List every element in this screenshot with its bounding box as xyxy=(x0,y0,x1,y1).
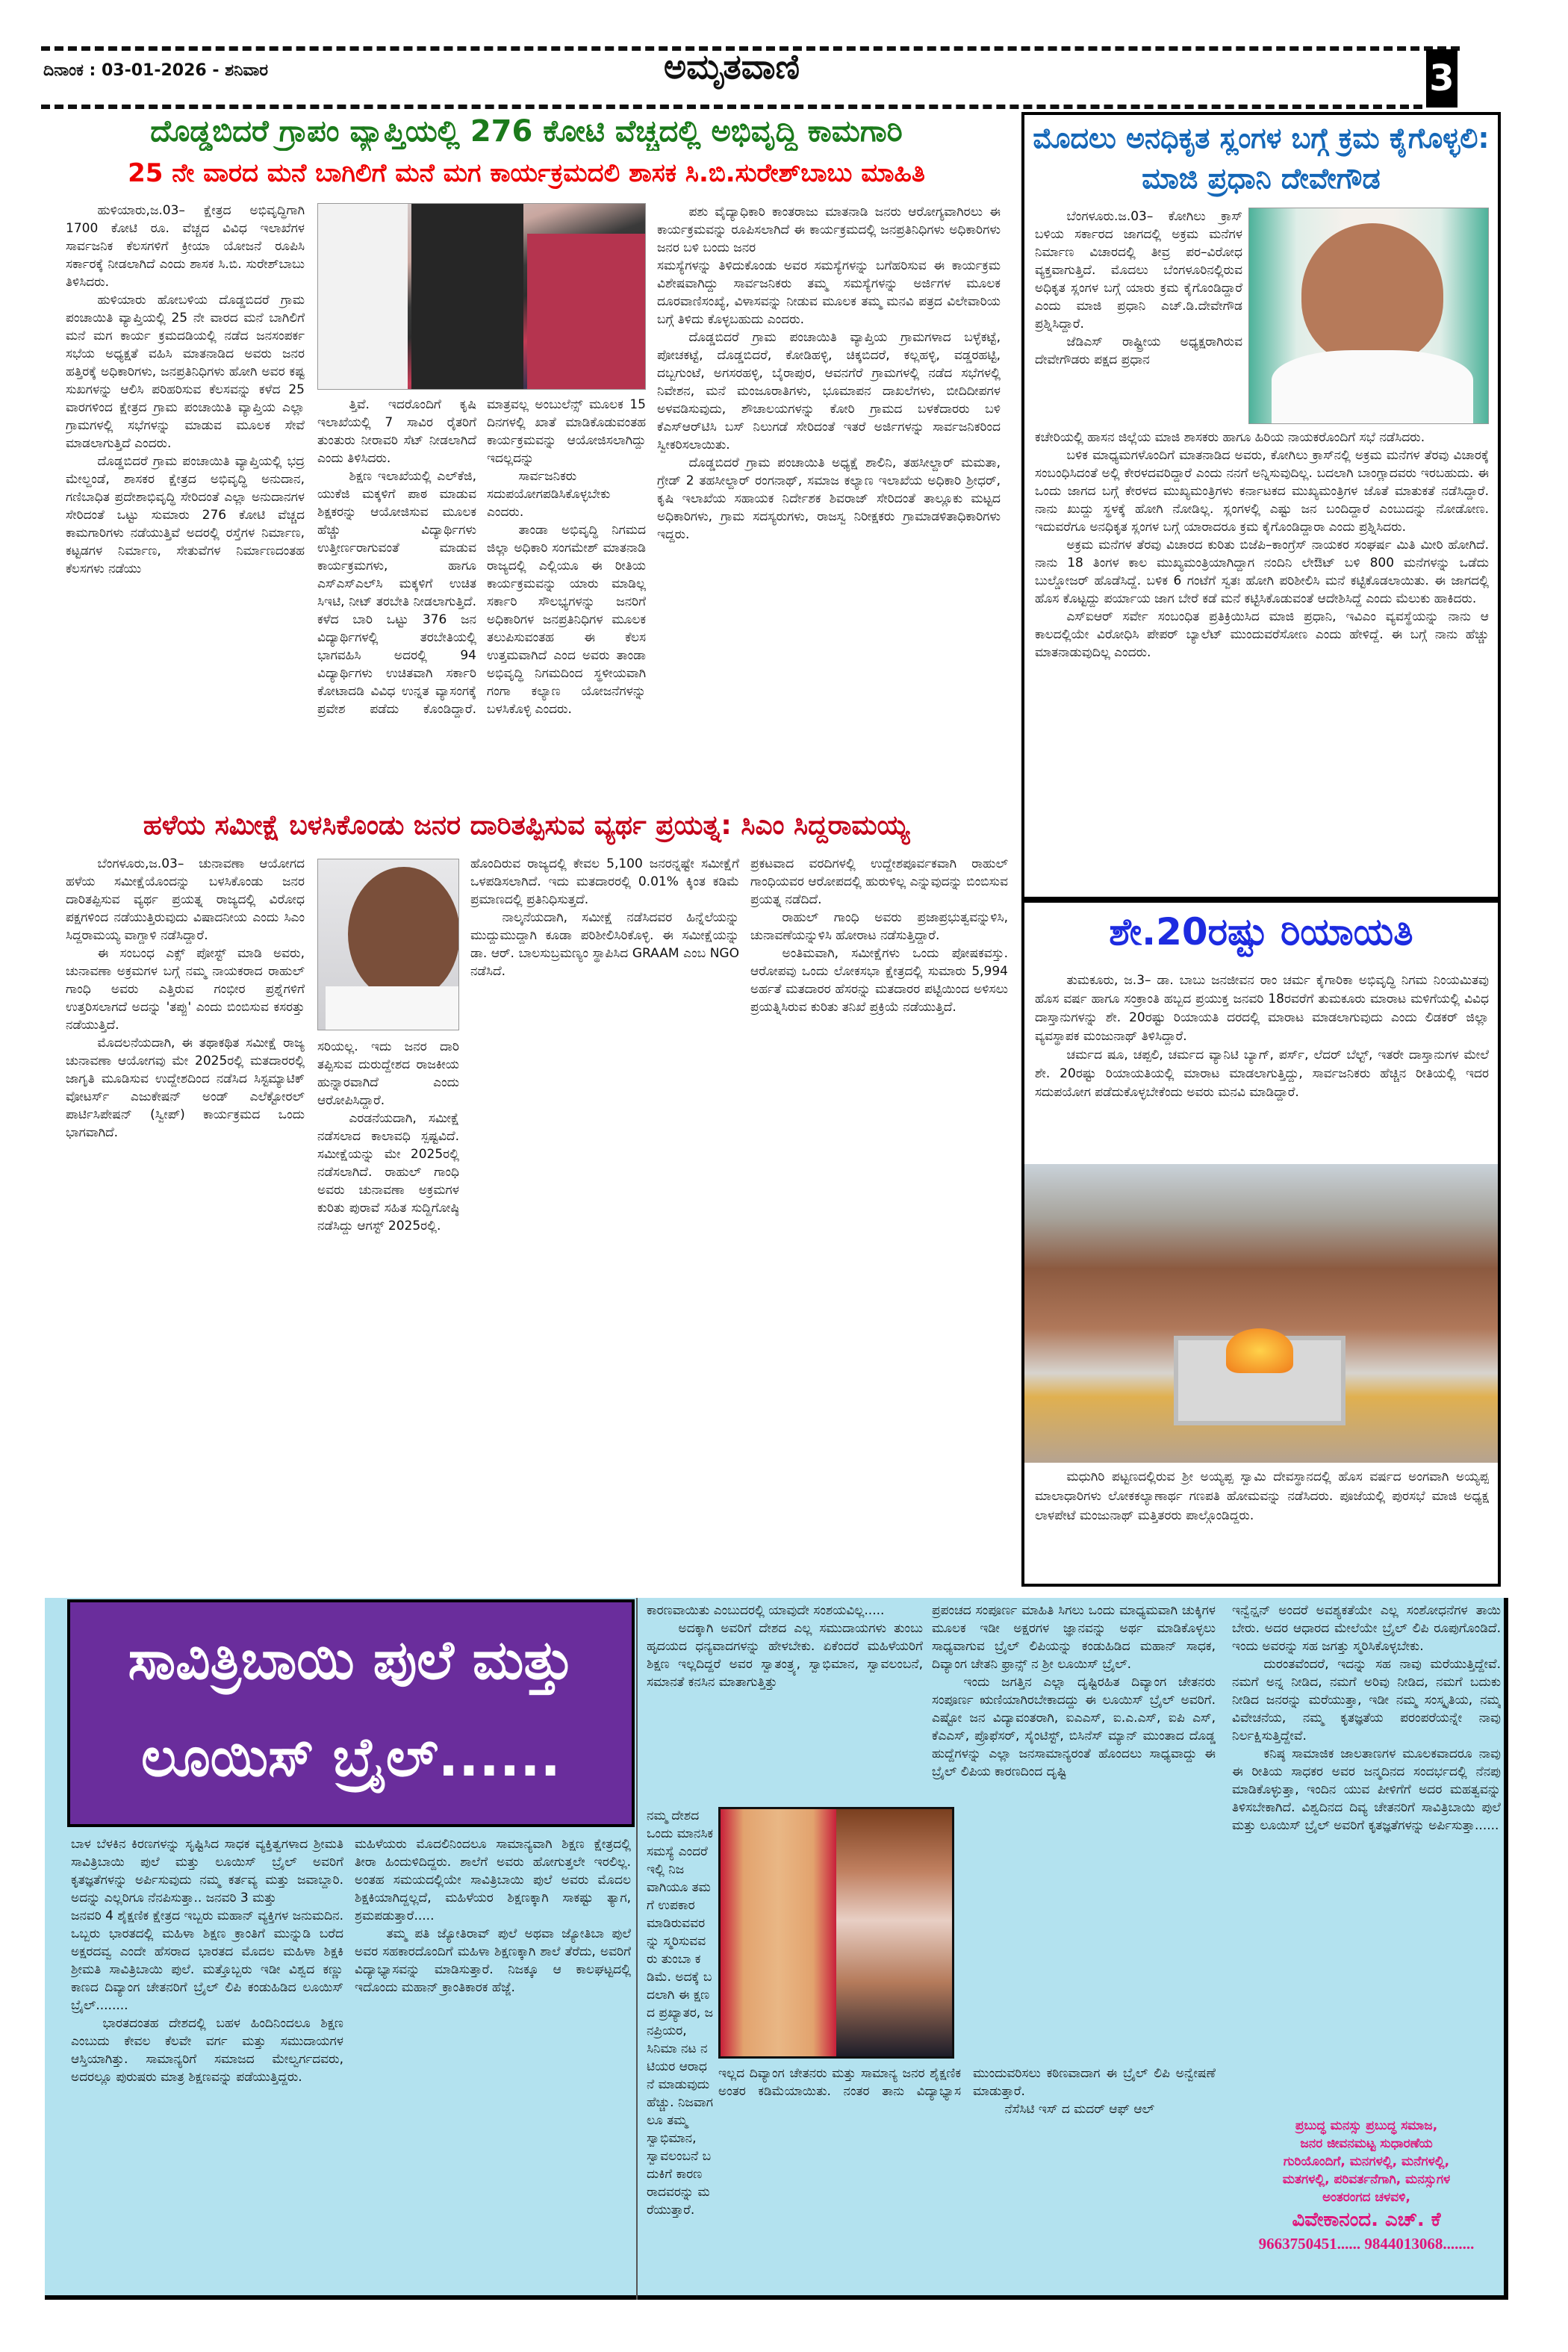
article4-headline: ಶೇ.20ರಷ್ಟು ರಿಯಾಯತಿ xyxy=(1109,910,1413,953)
article3-column-3 xyxy=(470,855,739,1587)
paragraph: ತಾಂಡಾ ಅಭಿವೃದ್ಧಿ ನಿಗಮದ ಜಿಲ್ಲಾ ಅಧಿಕಾರಿ ಸಂಗಮೇಶ್ ಮಾತನಾಡಿ ರಾಜ್ಯದಲ್ಲಿ ಎಲ್ಲಿಯೂ ಈ ರೀತಿಯ ಕಾರ್ಯಕ್ರಮವನ್ನು ಯಾರು ಮಾಡಿಲ್ಲ ಸರ್ಕಾರಿ ಸೌಲಭ್ಯಗಳನ್ನು ಜನರಿಗೆ ಅಧಿಕಾರಿಗಳ ಜನಪ್ರತಿನಿಧಿಗಳ ಮೂಲಕ ತಲುಪಿಸುವಂತಹ ಈ ಕೆಲಸ ಉತ್ತಮವಾಗಿದೆ ಎಂದ ಅವರು ತಾಂಡಾ ಅಭಿವೃದ್ಧಿ ನಿಗಮದಿಂದ ಸ್ಥಳೀಯವಾಗಿ ಗಂಗಾ ಕಲ್ಯಾಣ ಯೋಜನೆಗಳನ್ನು ಬಳಸಿಕೊಳ್ಳಿ ಎಂದರು. xyxy=(487,523,646,717)
article3-column-1 xyxy=(66,855,305,1587)
closing-line: ಗುರಿಯೊಂದಿಗೆ, ಮನಗಳಲ್ಲಿ, ಮನೆಗಳಲ್ಲಿ, xyxy=(1283,2154,1450,2169)
paragraph: ಸಾರ್ವಜನಿಕರು ಸದುಪಯೋಗಪಡಿಸಿಕೊಳ್ಳಬೇಕು ಎಂದರು. xyxy=(487,469,611,520)
paragraph: ಹೊಂದಿರುವ ರಾಜ್ಯದಲ್ಲಿ ಕೇವಲ 5,100 ಜನರನ್ನಷ್ಟೇ ಸಮೀಕ್ಷೆಗೆ ಒಳಪಡಿಸಲಾಗಿದೆ. ಇದು ಮತದಾರರಲ್ಲಿ 0.01% ಕ್ಕಿಂತ ಕಡಿಮೆ ಪ್ರಮಾಣದಲ್ಲಿ ಪ್ರತಿನಿಧಿಸುತ್ತದೆ. xyxy=(470,856,739,907)
article2-body xyxy=(1035,429,1489,892)
person-white-shirt xyxy=(318,204,408,390)
feature-title-line-2: ಲೂಯಿಸ್ ಬ್ರೈಲ್...... xyxy=(141,1726,561,1788)
article2-photo xyxy=(1248,208,1489,424)
article3-headline: ಹಳೆಯ ಸಮೀಕ್ಷೆ ಬಳಸಿಕೊಂಡು ಜನರ ದಾರಿತಪ್ಪಿಸುವ ವ್ಯರ್ಥ ಪ್ರಯತ್ನ: ಸಿಎಂ ಸಿದ್ದರಾಮಯ್ಯ xyxy=(143,810,910,841)
photo-caption xyxy=(1035,1467,1489,1579)
article4-body xyxy=(1035,971,1489,1158)
paragraph: ನಮ್ಮ ದೇಶದ ಒಂದು ಮಾನಸಿಕ ಸಮಸ್ಯೆ ಎಂದರೆ ಇಲ್ಲಿ ನಿಜವಾಗಿಯೂ ತಮಗೆ ಉಪಕಾರ ಮಾಡಿರುವವರನ್ನು ಸ್ಮರಿಸುವವರು ತುಂಬಾ ಕಡಿಮೆ. ಅದಕ್ಕೆ ಬದಲಾಗಿ ಈ ಕ್ಷಣದ ಪ್ರಖ್ಯಾತರ, ಜನಪ್ರಿಯರ, ಸಿನಿಮಾ ನಟ ನಟಿಯರ ಆರಾಧನೆ ಮಾಡುವುದು ಹೆಚ್ಚು. ನಿಜವಾಗಲೂ ತಮ್ಮ ಸ್ವಾಭಿಮಾನ, ಸ್ವಾವಲಂಬನೆ ಬದುಕಿಗೆ ಕಾರಣರಾದವರನ್ನು ಮರೆಯುತ್ತಾರೆ. xyxy=(647,1808,714,2218)
paragraph: ಸರಿಯಲ್ಲ. ಇದು ಜನರ ದಾರಿ ತಪ್ಪಿಸುವ ದುರುದ್ದೇಶದ ರಾಜಕೀಯ ಹುನ್ನಾರವಾಗಿದೆ ಎಂದು ಆರೋಪಿಸಿದ್ದಾರೆ. xyxy=(317,1039,459,1108)
paragraph: ಅಕ್ರಮ ಮನೆಗಳ ತೆರವು ವಿಚಾರದ ಕುರಿತು ಬಿಜೆಪಿ–ಕಾಂಗ್ರೆಸ್ ನಾಯಕರ ಸಂಘರ್ಷ ಮಿತಿ ಮೀರಿ ಹೋಗಿದೆ. ನಾನು 18 ತಿಂಗಳ ಕಾಲ ಮುಖ್ಯಮಂತ್ರಿಯಾಗಿದ್ದಾಗ ನಂದಿನಿ ಲೇಔಟ್ ಬಳಿ 800 ಮನೆಗಳನ್ನು ಒಡೆದು ಬುಲ್ಡೋಜರ್ ಹೊಡೆಸಿದ್ದೆ. ಬಳಿಕ 6 ಗಂಟೆಗೆ ಸ್ವತಃ ಹೋಗಿ ಪರಿಶೀಲಿಸಿ ಮನೆ ಕಟ್ಟಿಕೊಡಲಾಯಿತು. ಈ ಜಾಗದಲ್ಲಿ ಹೊಸ ಕೊಟ್ಟದ್ದು ಪರ್ಯಾಯ ಜಾಗ ಬೇರೆ ಕಡೆ ಮನೆ ಕಟ್ಟಿಸಿಕೊಡುವಂತೆ ಆದೇಶಿಸಿದ್ದೆ ಎಂದು ಮೆಲುಕು ಹಾಕಿದರು. xyxy=(1035,538,1489,606)
article3-column-2 xyxy=(317,1038,459,1587)
paragraph: ಕಚೇರಿಯಲ್ಲಿ ಹಾಸನ ಜಿಲ್ಲೆಯ ಮಾಜಿ ಶಾಸಕರು ಹಾಗೂ ಹಿರಿಯ ನಾಯಕರೊಂದಿಗೆ ಸಭೆ ನಡೆಸಿದರು. xyxy=(1035,430,1425,445)
article4-box xyxy=(1021,900,1501,1587)
paper-name: ಅಮೃತವಾಣಿ xyxy=(663,46,800,87)
closing-line: ಮತಗಳಲ್ಲಿ, ಪರಿವರ್ತನೆಗಾಗಿ, ಮನಸ್ಸುಗಳ xyxy=(1282,2172,1451,2187)
feature-column-1 xyxy=(71,1835,343,2295)
feature-closing xyxy=(1232,2117,1501,2254)
paragraph: ಎರಡನೆಯದಾಗಿ, ಸಮೀಕ್ಷೆ ನಡೆಸಲಾದ ಕಾಲಾವಧಿ ಸ್ಪಷ್ಟವಿದೆ. ಸಮೀಕ್ಷೆಯನ್ನು ಮೇ 2025ರಲ್ಲಿ ನಡೆಸಲಾಗಿದೆ. ರಾಹುಲ್ ಗಾಂಧಿ ಅವರು ಚುನಾವಣಾ ಅಕ್ರಮಗಳ ಕುರಿತು ಪುರಾವೆ ಸಹಿತ ಸುದ್ದಿಗೋಷ್ಠಿ ನಡೆಸಿದ್ದು ಆಗಸ್ಟ್ 2025ರಲ್ಲಿ. xyxy=(317,1111,459,1233)
paragraph: ಜೆಡಿಎಸ್ ರಾಷ್ಟ್ರೀಯ ಅಧ್ಯಕ್ಷರಾಗಿರುವ ದೇವೇಗೌಡರು ಪಕ್ಷದ ಪ್ರಧಾನ xyxy=(1035,335,1242,367)
paragraph: ಕಾರಣವಾಯಿತು ಎಂಬುದರಲ್ಲಿ ಯಾವುದೇ ಸಂಶಯವಿಲ್ಲ..... xyxy=(647,1603,885,1618)
paragraph: ದೊಡ್ಡಬಿದರೆ ಗ್ರಾಮ ಪಂಚಾಯಿತಿ ಅಧ್ಯಕ್ಷೆ ಶಾಲಿನಿ, ತಹಸೀಲ್ದಾರ್ ಮಮತಾ, ಗ್ರೇಡ್ 2 ತಹಸೀಲ್ದಾರ್ ರಂಗನಾಥ್, ಸಮಾಜ ಕಲ್ಯಾಣ ಇಲಾಖೆಯ ಅಧಿಕಾರಿ ಶ್ರೀಧರ್, ಕೃಷಿ ಇಲಾಖೆಯ ಸಹಾಯಕ ನಿರ್ದೇಶಕ ಶಿವರಾಜ್ ಸೇರಿದಂತೆ ತಾಲ್ಲೂಕು ಮಟ್ಟದ ಅಧಿಕಾರಿಗಳು, ಗ್ರಾಮ ಸದಸ್ಯರುಗಳು, ರಾಜಸ್ವ ನಿರೀಕ್ಷಕರು ಗ್ರಾಮಾಡಳಿತಾಧಿಕಾರಿಗಳು ಇದ್ದರು. xyxy=(657,455,1001,542)
paragraph: ಇಲ್ಲದ ದಿವ್ಯಾಂಗ ಚೇತನರು ಮತ್ತು ಸಾಮಾನ್ಯ ಜನರ ಶೈಕ್ಷಣಿಕ ಅಂತರ ಕಡಿಮೆಯಾಯಿತು. ನಂತರ ತಾನು ವಿದ್ಯಾಭ್ಯಾಸ ಮುಂದುವರಿಸಲು ಕಠಿಣವಾದಾಗ ಈ ಬ್ರೈಲ್ ಲಿಪಿ ಅನ್ವೇಷಣೆ ಮಾಡುತ್ತಾರೆ. xyxy=(718,2066,1216,2099)
paragraph: ಈ ಸಂಬಂಧ ಎಕ್ಸ್ ಪೋಸ್ಟ್ ಮಾಡಿ ಅವರು, ಚುನಾವಣಾ ಅಕ್ರಮಗಳ ಬಗ್ಗೆ ನಮ್ಮ ನಾಯಕರಾದ ರಾಹುಲ್ ಗಾಂಧಿ ಅವರು ಎತ್ತಿರುವ ಗಂಭೀರ ಪ್ರಶ್ನೆಗಳಿಗೆ ಉತ್ತರಿಸಲಾಗದೆ ಅದನ್ನು 'ತಪ್ಪು' ಎಂದು ಬಿಂಬಿಸುವ ಕಸರತ್ತು ನಡೆಯುತ್ತಿದೆ. xyxy=(66,946,305,1033)
feature-column-4 xyxy=(932,1602,1216,2057)
paragraph: ದೊಡ್ಡಬಿದರೆ ಗ್ರಾಮ ಪಂಚಾಯಿತಿ ವ್ಯಾಪ್ತಿಯಲ್ಲಿ ಭದ್ರ ಮೇಲ್ದಂಡೆ, ಶಾಸಕರ ಕ್ಷೇತ್ರದ ಅಭಿವೃದ್ಧಿ ಅನುದಾನ, ಗಣಿಬಾಧಿತ ಪ್ರದೇಶಾಭಿವೃದ್ಧಿ ಸೇರಿದಂತೆ ಎಲ್ಲಾ ಅನುದಾನಗಳ ಸೇರಿದಂತೆ ಒಟ್ಟು ಸುಮಾರು 276 ಕೋಟಿ ವೆಚ್ಚದ ಕಾಮಗಾರಿಗಳು ನಡೆಯುತ್ತಿವೆ ಅದರಲ್ಲಿ ರಸ್ತೆಗಳ ನಿರ್ಮಾಣ, ಕಟ್ಟಡಗಳ ನಿರ್ಮಾಣ, ಸೇತುವೆಗಳ ನಿರ್ಮಾಣದಂತಹ ಕೆಲಸಗಳು ನಡೆಯು xyxy=(66,454,305,576)
paragraph: ಪ್ರಕಟವಾದ ವರದಿಗಳಲ್ಲಿ ಉದ್ದೇಶಪೂರ್ವಕವಾಗಿ ರಾಹುಲ್ ಗಾಂಧಿಯವರ ಆರೋಪದಲ್ಲಿ ಹುರುಳಿಲ್ಲ ಎನ್ನುವುದನ್ನು ಬಿಂಬಿಸುವ ಪ್ರಯತ್ನ ನಡೆದಿದೆ. xyxy=(750,856,1008,907)
header-rule xyxy=(41,105,1422,109)
paragraph: ರಾಹುಲ್ ಗಾಂಧಿ ಅವರು ಪ್ರಜಾಪ್ರಭುತ್ವವನ್ನುಳಿಸಿ, ಚುನಾವಣೆಯನ್ನುಳಿಸಿ ಹೋರಾಟ ನಡೆಸುತ್ತಿದ್ದಾರೆ. xyxy=(750,910,1008,943)
feature-column-2 xyxy=(355,1835,631,2295)
author-phones: 9663750451...... 9844013068........ xyxy=(1258,2235,1475,2253)
paragraph: ಕನಿಷ್ಠ ಸಾಮಾಜಿಕ ಜಾಲತಾಣಗಳ ಮೂಲಕವಾದರೂ ನಾವು ಈ ರೀತಿಯ ಸಾಧಕರ ಅವರ ಜನ್ಮದಿನದ ಸಂದರ್ಭದಲ್ಲಿ ನೆನಪು ಮಾಡಿಕೊಳ್ಳುತ್ತಾ, ಇಂದಿನ ಯುವ ಪೀಳಿಗೆಗೆ ಅದರ ಮಹತ್ವವನ್ನು ತಿಳಿಸಬೇಕಾಗಿದೆ. ವಿಶ್ವದಿನದ ದಿವ್ಯ ಚೇತನರಿಗೆ ಸಾವಿತ್ರಿಬಾಯಿ ಪುಲೆ ಮತ್ತು ಲೂಯಿಸ್ ಬ್ರೈಲ್ ಅವರಿಗೆ ಕೃತಜ್ಞತೆಗಳನ್ನು ಅರ್ಪಿಸುತ್ತಾ...... xyxy=(1232,1746,1501,1833)
paragraph: ಭಾರತದಂತಹ ದೇಶದಲ್ಲಿ ಬಹಳ ಹಿಂದಿನಿಂದಲೂ ಶಿಕ್ಷಣ ಎಂಬುದು ಕೇವಲ ಕೆಲವೇ ವರ್ಗ ಮತ್ತು ಸಮುದಾಯಗಳ ಆಸ್ತಿಯಾಗಿತ್ತು. ಸಾಮಾನ್ಯರಿಗೆ ಸಮಾಜದ ಮೇಲ್ವರ್ಗದವರು, ಅದರಲ್ಲೂ ಪುರುಷರು ಮಾತ್ರ ಶಿಕ್ಷಣವನ್ನು ಪಡೆಯುತ್ತಿದ್ದರು. xyxy=(71,2016,343,2085)
paragraph: ಪಶು ವೈದ್ಯಾಧಿಕಾರಿ ಕಾಂತರಾಜು ಮಾತನಾಡಿ ಜನರು ಆರೋಗ್ಯವಾಗಿರಲು ಈ ಕಾರ್ಯಕ್ರಮವನ್ನು ರೂಪಿಸಲಾಗಿದೆ ಈ ಕಾರ್ಯಕ್ರಮದಲ್ಲಿ ಜನಪ್ರತಿನಿಧಿಗಳು ಅಧಿಕಾರಿಗಳು ಜನರ ಬಳಿ ಬಂದು ಜನರ xyxy=(657,205,1001,255)
article1-column-2 xyxy=(317,396,646,799)
article2-headline: ಮೊದಲು ಅನಧಿಕೃತ ಸ್ಲಂಗಳ ಬಗ್ಗೆ ಕ್ರಮ ಕೈಗೊಳ್ಳಲಿ: ಮಾಜಿ ಪ್ರಧಾನಿ ದೇವೇಗೌಡ xyxy=(1033,122,1490,195)
portrait-face xyxy=(1301,223,1443,365)
paragraph: ಚರ್ಮದ ಷೂ, ಚಪ್ಪಲಿ, ಚರ್ಮದ ವ್ಯಾನಿಟಿ ಬ್ಯಾಗ್, ಪರ್ಸ್, ಲೆದರ್ ಬೆಲ್ಟ್, ಇತರೇ ದಾಸ್ತಾನುಗಳ ಮೇಲೆ ಶೇ. 20ರಷ್ಟು ರಿಯಾಯತಿಯಲ್ಲಿ ಮಾರಾಟ ಮಾಡಲಾಗುತ್ತಿದ್ದು, ಸಾರ್ವಜನಿಕರು ಹೆಚ್ಚಿನ ರೀತಿಯಲ್ಲಿ ಇದರ ಸದುಪಯೋಗ ಪಡೆದುಕೊಳ್ಳಬೇಕೆಂದು ಅವರು ಮನವಿ ಮಾಡಿದ್ದಾರೆ. xyxy=(1035,1048,1489,1100)
article3-column-4 xyxy=(750,855,1008,1587)
paragraph: ಎಸ್ಐಆರ್ ಸರ್ವೇ ಸಂಬಂಧಿತ ಪ್ರತಿಕ್ರಿಯಿಸಿದ ಮಾಜಿ ಪ್ರಧಾನಿ, ಇವಿಎಂ ವ್ಯವಸ್ಥೆಯನ್ನು ನಾನು ಆ ಕಾಲದಲ್ಲಿಯೇ ವಿರೋಧಿಸಿ ಪೇಪರ್ ಬ್ಯಾಲೆಟ್ ಮುಂದುವರೆಸೋಣ ಎಂದು ಹೇಳಿದ್ದೆ. ಈ ಬಗ್ಗೆ ನಾನು ಹೆಚ್ಚು ಮಾತನಾಡುವುದಿಲ್ಲ ಎಂದರು. xyxy=(1035,609,1489,660)
fire-flame xyxy=(1226,1328,1293,1373)
paragraph: ಸಮಸ್ಯೆಗಳನ್ನು ತಿಳಿದುಕೊಂಡು ಅವರ ಸಮಸ್ಯೆಗಳನ್ನು ಬಗೆಹರಿಸುವ ಈ ಕಾರ್ಯಕ್ರಮ ವಿಶೇಷವಾಗಿದ್ದು ಸಾರ್ವಜನಿಕರು ತಮ್ಮ ಸಮಸ್ಯೆಗಳನ್ನು ಅರ್ಜಿಗಳ ಮೂಲಕ ದೂರವಾಣಿಸಂಖ್ಯೆ, ವಿಳಾಸವನ್ನು ನೀಡುವ ಮೂಲಕ ತಮ್ಮ ಮನವಿ ಪತ್ರದ ವಿಲೇವಾರಿಯ ಬಗ್ಗೆ ತಿಳಿದು ಕೊಳ್ಳಬಹುದು ಎಂದರು. xyxy=(657,258,1001,327)
portrait-shirt xyxy=(326,986,459,1030)
caption-text: ಮಧುಗಿರಿ ಪಟ್ಟಣದಲ್ಲಿರುವ ಶ್ರೀ ಅಯ್ಯಪ್ಪ ಸ್ವಾಮಿ ದೇವಸ್ಥಾನದಲ್ಲಿ ಹೊಸ ವರ್ಷದ ಅಂಗವಾಗಿ ಅಯ್ಯಪ್ಪ ಮಾಲಾಧಾರಿಗಳು ಲೋಕಕಲ್ಯಾಣಾರ್ಥ ಗಣಪತಿ ಹೋಮವನ್ನು ನಡೆಸಿದರು. ಪೂಜೆಯಲ್ಲಿ ಪುರಸಭೆ ಮಾಜಿ ಅಧ್ಯಕ್ಷ ಲಾಳಪೇಟೆ ಮಂಜುನಾಥ್ ಮತ್ತಿತರರು ಪಾಲ್ಗೊಂಡಿದ್ದರು. xyxy=(1035,1469,1489,1523)
feature-title-line-1: ಸಾವಿತ್ರಿಬಾಯಿ ಪುಲೆ ಮತ್ತು xyxy=(128,1628,574,1691)
feature-column-5 xyxy=(1232,1602,1501,2113)
paragraph: ಅಂತಿಮವಾಗಿ, ಸಮೀಕ್ಷೆಗಳು ಒಂದು ಪೋಷಕವಸ್ತು. ಆರೋಪವು ಒಂದು ಲೋಕಸಭಾ ಕ್ಷೇತ್ರದಲ್ಲಿ ಸುಮಾರು 5,994 ಅರ್ಹತೆ ಮತದಾರರ ಹೆಸರನ್ನು ಮತದಾರರ ಪಟ್ಟಿಯಿಂದ ಅಳಿಸಲು ಪ್ರಯತ್ನಿಸಿರುವ ಕುರಿತು ತನಿಖೆ ಪ್ರಕ್ರಿಯೆ ನಡೆಯುತ್ತಿದೆ. xyxy=(750,946,1008,1015)
feature-column-3-narrow xyxy=(647,1807,714,2296)
closing-line: ಜನರ ಜೀವನಮಟ್ಟ ಸುಧಾರಣೆಯ xyxy=(1300,2136,1433,2151)
article1-subheadline: 25 ನೇ ವಾರದ ಮನೆ ಬಾಗಿಲಿಗೆ ಮನೆ ಮಗ ಕಾರ್ಯಕ್ರಮದಲಿ ಶಾಸಕ ಸಿ.ಬಿ.ಸುರೇಶ್‌ಬಾಬು ಮಾಹಿತಿ xyxy=(128,158,925,188)
article2-lead xyxy=(1035,208,1242,424)
homa-ritual-photo xyxy=(1024,1164,1498,1463)
article1-column-4 xyxy=(657,203,1001,799)
portrait-shawl xyxy=(1272,350,1473,424)
paragraph: ನೆಸೆಸಿಟಿ ಇಸ್ ದ ಮದರ್ ಆಫ್ ಆಲ್ xyxy=(1004,2102,1155,2117)
article2-box xyxy=(1021,112,1501,900)
paragraph: ಬಳಿಕ ಮಾಧ್ಯಮಗಳೊಂದಿಗೆ ಮಾತನಾಡಿದ ಅವರು, ಕೋಗಿಲು ಕ್ರಾಸ್‌ನಲ್ಲಿ ಅಕ್ರಮ ಮನೆಗಳ ತೆರವು ವಿಚಾರಕ್ಕೆ ಸಂಬಂಧಿಸಿದಂತೆ ಅಲ್ಲಿ ಕೇರಳದವರಿದ್ದಾರೆ ಎಂದು ನನಗೆ ಅನ್ನಿಸುವುದಿಲ್ಲ. ಬದಲಾಗಿ ಬಾಂಗ್ಲಾದವರು ಇರಬಹುದು. ಈ ಒಂದು ಜಾಗದ ಬಗ್ಗೆ ಕೇರಳದ ಮುಖ್ಯಮಂತ್ರಿಗಳು ಕರ್ನಾಟಕದ ಮುಖ್ಯಮಂತ್ರಿಗಳ ಜೊತೆ ಮಾತುಕತೆ ನಡೆಸಿದ್ದಾರೆ. ನಾನು ಖುದ್ದು ಸ್ಥಳಕ್ಕೆ ಹೋಗಿ ನೋಡಿಲ್ಲ. ಸ್ಲಂಗಳಲ್ಲಿ ಎಷ್ಟು ಜನ ಬಂದಿದ್ದಾರೆ ಎಂಬುದನ್ನು ನೋಡೋಣ. ಇದುವರೆಗೂ ಅನಧಿಕೃತ ಸ್ಲಂಗಳ ಬಗ್ಗೆ ಯಾರಾದರೂ ಕ್ರಮ ಕೈಗೊಂಡಿದ್ದಾರಾ ಎಂದು ಪ್ರಶ್ನಿಸಿದರು. xyxy=(1035,448,1489,535)
paragraph: ಹುಳಿಯಾರು,ಜ.03– ಕ್ಷೇತ್ರದ ಅಭಿವೃದ್ಧಿಗಾಗಿ 1700 ಕೋಟಿ ರೂ. ವೆಚ್ಚದ ವಿವಿಧ ಇಲಾಖೆಗಳ ಸಾರ್ವಜನಿಕ ಕೆಲಸಗಳಿಗೆ ಕ್ರೀಯಾ ಯೋಜನೆ ರೂಪಿಸಿ ಸರ್ಕಾರಕ್ಕೆ ನೀಡಲಾಗಿದೆ ಎಂದು ಶಾಸಕ ಸಿ.ಬಿ. ಸುರೇಶ್‌ಬಾಬು ತಿಳಿಸಿದರು. xyxy=(66,203,305,290)
article1-photo xyxy=(317,203,646,390)
feature-title-banner xyxy=(67,1599,635,1827)
page-number: 3 xyxy=(1426,49,1457,108)
person-black-shirt xyxy=(411,204,523,390)
article1-column-1 xyxy=(66,202,305,799)
paragraph: ದುರಂತವೆಂದರೆ, ಇದನ್ನು ಸಹ ನಾವು ಮರೆಯುತ್ತಿದ್ದೇವೆ. ನಮಗೆ ಅನ್ನ ನೀಡಿದ, ನಮಗೆ ಅರಿವು ನೀಡಿದ, ನಮಗೆ ಬದುಕು ನೀಡಿದ ಜನರನ್ನು ಮರೆಯುತ್ತಾ, ಇಡೀ ನಮ್ಮ ಸಂಸ್ಕೃತಿಯ, ನಮ್ಮ ವಿವೇಚನೆಯ, ನಮ್ಮ ಕೃತಜ್ಞತೆಯ ಪರಂಪರೆಯನ್ನೇ ನಾವು ನಿರ್ಲಕ್ಷಿಸುತ್ತಿದ್ದೇವೆ. xyxy=(1232,1657,1501,1743)
closing-line: ಪ್ರಬುದ್ಧ ಮನಸ್ಸು ಪ್ರಬುದ್ಧ ಸಮಾಜ, xyxy=(1295,2118,1438,2133)
paragraph: ಶಿಕ್ಷಣ ಇಲಾಖೆಯಲ್ಲಿ ಎಲ್‌ಕೆಜಿ, ಯುಕೆಜಿ ಮಕ್ಕಳಿಗೆ ಪಾಠ ಮಾಡುವ ಶಿಕ್ಷಕರನ್ನು ಆಯೋಜಿಸುವ ಮೂಲಕ ಹೆಚ್ಚು ವಿದ್ಯಾರ್ಥಿಗಳು ಉತ್ತೀರ್ಣರಾಗುವಂತೆ ಮಾಡುವ ಕಾರ್ಯಕ್ರಮಗಳು, ಹಾಗೂ ಎಸ್ಎಸ್ಎಲ್‌ಸಿ ಮಕ್ಕಳಿಗೆ ಉಚಿತ ಸಿಇಟಿ, ನೀಟ್ ತರಬೇತಿ ನೀಡಲಾಗುತ್ತಿದೆ. ಕಳೆದ ಬಾರಿ ಒಟ್ಟು 376 ಜನ ವಿದ್ಯಾರ್ಥಿಗಳಲ್ಲಿ ತರಬೇತಿಯಲ್ಲಿ ಭಾಗವಹಿಸಿ ಅದರಲ್ಲಿ 94 ವಿದ್ಯಾರ್ಥಿಗಳು ಉಚಿತವಾಗಿ ಸರ್ಕಾರಿ ಕೋಟಾದಡಿ ವಿವಿಧ ಉನ್ನತ ವ್ಯಾಸಂಗಕ್ಕೆ ಪ್ರವೇಶ ಪಡೆದು ಕೊಂಡಿದ್ದಾರೆ. ಮಾತ್ರವಲ್ಲ ಅಂಬುಲೆನ್ಸ್ ಮೂಲಕ 15 ದಿನಗಳಲ್ಲಿ ಖಾತೆ ಮಾಡಿಕೊಡುವಂತಹ ಕಾರ್ಯಕ್ರಮವನ್ನು ಆಯೋಜಿಸಲಾಗಿದ್ದು ಇದಲ್ಲದನ್ನು xyxy=(317,397,646,717)
article1-headline: ದೊಡ್ಡಬಿದರೆ ಗ್ರಾಪಂ ವ್ಯಾಪ್ತಿಯಲ್ಲಿ 276 ಕೋಟಿ ವೆಚ್ಚದಲ್ಲಿ ಅಭಿವೃದ್ಧಿ ಕಾಮಗಾರಿ xyxy=(150,114,903,149)
closing-line: ಅಂತರಂಗದ ಚಳವಳಿ, xyxy=(1322,2190,1410,2205)
portraits-image xyxy=(718,1807,954,2059)
paragraph: ಬಾಳ ಬೆಳಕಿನ ಕಿರಣಗಳನ್ನು ಸೃಷ್ಟಿಸಿದ ಸಾಧಕ ವ್ಯಕ್ತಿತ್ವಗಳಾದ ಶ್ರೀಮತಿ ಸಾವಿತ್ರಿಬಾಯಿ ಪುಲೆ ಮತ್ತು ಲೂಯಿಸ್ ಬ್ರೈಲ್ ಅವರಿಗೆ ಕೃತಜ್ಞತೆಗಳನ್ನು ಅರ್ಪಿಸುವುದು ನಮ್ಮ ಕರ್ತವ್ಯ ಮತ್ತು ಜವಾಬ್ದಾರಿ. ಅದನ್ನು ಎಲ್ಲರಿಗೂ ನೆನಪಿಸುತ್ತಾ.. ಜನವರಿ 3 ಮತ್ತು xyxy=(71,1837,343,1905)
paragraph: ದೊಡ್ಡಬಿದರೆ ಗ್ರಾಮ ಪಂಚಾಯಿತಿ ವ್ಯಾಪ್ತಿಯ ಗ್ರಾಮಗಳಾದ ಬಳ್ಳೆಕಟ್ಟೆ, ಪೋಚಕಟ್ಟೆ, ದೊಡ್ಡಬಿದರೆ, ಕೋಡಿಹಳ್ಳಿ, ಚಿಕ್ಕಬಿದರೆ, ಕಲ್ಲಹಳ್ಳಿ, ವಡ್ಡರಹಟ್ಟಿ, ದಬ್ಬಗುಂಟೆ, ಅಗಸರಹಳ್ಳಿ, ಬೈರಾಪುರ, ಆವನಗೆರೆ ಗ್ರಾಮಗಳಲ್ಲಿ ನಡೆದ ಸಭೆಗಳಲ್ಲಿ ನಿವೇಶನ, ಮನೆ ಮಂಜೂರಾತಿಗಳು, ಭೂಮಾಪನ ದಾಖಲೆಗಳು, ಬೀದಿದೀಪಗಳ ಅಳವಡಿಸುವುದು, ಶೌಚಾಲಯಗಳನ್ನು ಕೋರಿ ಗ್ರಾಮದ ಬಳಕೆದಾರರು ಬಳಿ ಕೆಎಸ್‌ಆರ್‌ಟಿಸಿ ಬಸ್ ನಿಲುಗಡೆ ಸೇರಿದಂತೆ ಇತರೆ ಅರ್ಜಿಗಳನ್ನು ಸಾರ್ವಜನಿಕರಿಂದ ಸ್ವೀಕರಿಸಲಾಯಿತು. xyxy=(657,330,1001,452)
person-saree xyxy=(527,234,646,390)
paragraph: ತುಮಕೂರು, ಜ.3– ಡಾ. ಬಾಬು ಜನಜೀವನ ರಾಂ ಚರ್ಮ ಕೈಗಾರಿಕಾ ಅಭಿವೃದ್ಧಿ ನಿಗಮ ನಿಂಯಮಿತವು ಹೊಸ ವರ್ಷ ಹಾಗೂ ಸಂಕ್ರಾಂತಿ ಹಬ್ಬದ ಪ್ರಯುಕ್ತ ಜನವರಿ 18ರವರೆಗೆ ತುಮಕೂರು ಮಾರಾಟ ಮಳಿಗೆಯಲ್ಲಿ ವಿವಿಧ ದಾಸ್ತಾನುಗಳನ್ನು ಶೇ. 20ರಷ್ಟು ರಿಯಾಯತಿ ದರದಲ್ಲಿ ಮಾರಾಟ ಮಾಡಲಾಗುವುದು ಎಂದು ಲಿಡಕರ್ ಜಿಲ್ಲಾ ವ್ಯವಸ್ಥಾಪಕ ಮಂಜುನಾಥ್ ತಿಳಿಸಿದ್ದಾರೆ. xyxy=(1035,973,1489,1044)
date-line: ದಿನಾಂಕ : 03-01-2026 - ಶನಿವಾರ xyxy=(43,61,268,80)
feature-column-3 xyxy=(647,1602,923,1803)
savitribai-phule-portrait xyxy=(721,1809,836,2056)
paragraph: ಹುಳಿಯಾರು ಹೋಬಳಿಯ ದೊಡ್ಡಬಿದರೆ ಗ್ರಾಮ ಪಂಚಾಯಿತಿ ವ್ಯಾಪ್ತಿಯಲ್ಲಿ 25 ನೇ ವಾರದ ಮನೆ ಬಾಗಿಲಿಗೆ ಮನೆ ಮಗ ಕಾರ್ಯ ಕ್ರಮದಡಿಯಲ್ಲಿ ನಡೆದ ಜನಸಂಪರ್ಕ ಸಭೆಯ ಅಧ್ಯಕ್ಷತೆ ವಹಿಸಿ ಮಾತನಾಡಿದ ಅವರು ಜನರ ಹತ್ತಿರಕ್ಕೆ ಅಧಿಕಾರಿಗಳು, ಜನಪ್ರತಿನಿಧಿಗಳು ಹೋಗಿ ಅವರ ಕಷ್ಟ ಸುಖಗಳನ್ನು ಆಲಿಸಿ ಪರಿಹರಿಸುವ ಕೆಲಸವನ್ನು ಕಳೆದ 25 ವಾರಗಳಿಂದ ಕ್ಷೇತ್ರದ ಗ್ರಾಮ ಪಂಚಾಯಿತಿ ವ್ಯಾಪ್ತಿಯ ಎಲ್ಲಾ ಗ್ರಾಮಗಳಲ್ಲಿ ಸಭೆಗಳನ್ನು ಮಾಡುವ ಮೂಲಕ ಸೇವೆ ಮಾಡಲಾಗುತ್ತಿದೆ ಎಂದರು. xyxy=(66,293,305,451)
portrait-face xyxy=(348,867,459,1001)
paragraph: ತಮ್ಮ ಪತಿ ಜ್ಯೋತಿರಾವ್ ಪುಲೆ ಅಥವಾ ಜ್ಯೋತಿಬಾ ಪುಲೆ ಅವರ ಸಹಕಾರದೊಂದಿಗೆ ಮಹಿಳಾ ಶಿಕ್ಷಣಕ್ಕಾಗಿ ಶಾಲೆ ತೆರೆದು, ಅವರಿಗೆ ವಿದ್ಯಾಭ್ಯಾಸವನ್ನು ಮಾಡಿಸುತ್ತಾರೆ. ನಿಜಕ್ಕೂ ಆ ಕಾಲಘಟ್ಟದಲ್ಲಿ ಇದೊಂದು ಮಹಾನ್ ಕ್ರಾಂತಿಕಾರಕ ಹೆಜ್ಜೆ. xyxy=(355,1926,631,1995)
feature-column-4-bottom xyxy=(718,2065,1216,2296)
paragraph: ಅದಕ್ಕಾಗಿ ಅವರಿಗೆ ದೇಶದ ಎಲ್ಲ ಸಮುದಾಯಗಳು ತುಂಬು ಹೃದಯದ ಧನ್ಯವಾದಗಳನ್ನು ಹೇಳಬೇಕು. ಏಕೆಂದರೆ ಮಹಿಳೆಯರಿಗೆ ಶಿಕ್ಷಣ ಇಲ್ಲದಿದ್ದರೆ ಅವರ ಸ್ವಾತಂತ್ರ್ಯ, ಸ್ವಾಭಿಮಾನ, ಸ್ವಾವಲಂಬನೆ, ಸಮಾನತೆ ಕನಸಿನ ಮಾತಾಗುತ್ತಿತ್ತು xyxy=(647,1621,923,1690)
paragraph: ಬೆಂಗಳೂರು,ಜ.03– ಚುನಾವಣಾ ಆಯೋಗದ ಹಳೆಯ ಸಮೀಕ್ಷೆಯೊಂದನ್ನು ಬಳಸಿಕೊಂಡು ಜನರ ದಾರಿತಪ್ಪಿಸುವ ವ್ಯರ್ಥ ಪ್ರಯತ್ನ ರಾಜ್ಯದಲ್ಲಿ ವಿರೋಧ ಪಕ್ಷಗಳಿಂದ ನಡೆಯುತ್ತಿರುವುದು ವಿಷಾದನೀಯ ಎಂದು ಸಿಎಂ ಸಿದ್ದರಾಮಯ್ಯ ವಾಗ್ದಾಳಿ ನಡೆಸಿದ್ದಾರೆ. xyxy=(66,856,305,943)
paragraph: ಮೊದಲನೆಯದಾಗಿ, ಈ ತಥಾಕಥಿತ ಸಮೀಕ್ಷೆ ರಾಜ್ಯ ಚುನಾವಣಾ ಆಯೋಗವು ಮೇ 2025ರಲ್ಲಿ ಮತದಾರರಲ್ಲಿ ಜಾಗೃತಿ ಮೂಡಿಸುವ ಉದ್ದೇಶದಿಂದ ನಡೆಸಿದ ಸಿಸ್ಟಮ್ಯಾಟಿಕ್ ವೋಟರ್ಸ್ ಎಜುಕೇಷನ್ ಅಂಡ್ ಎಲೆಕ್ಟೋರಲ್ ಪಾರ್ಟಿಸಿಪೇಷನ್ (ಸ್ವೀಪ್) ಕಾರ್ಯಕ್ರಮದ ಒಂದು ಭಾಗವಾಗಿದೆ. xyxy=(66,1036,305,1140)
article3-photo xyxy=(317,859,459,1030)
column-divider xyxy=(636,1598,638,2300)
paragraph: ತ್ತಿವೆ. ಇದರೊಂದಿಗೆ ಕೃಷಿ ಇಲಾಖೆಯಲ್ಲಿ 7 ಸಾವಿರ ರೈತರಿಗೆ ತುಂತುರು ನೀರಾವರಿ ಸೆಟ್ ನೀಡಲಾಗಿದೆ ಎಂದು ತಿಳಿಸಿದರು. xyxy=(317,397,476,466)
paragraph: ಜನವರಿ 4 ಶೈಕ್ಷಣಿಕ ಕ್ಷೇತ್ರದ ಇಬ್ಬರು ಮಹಾನ್ ವ್ಯಕ್ತಿಗಳ ಜನುಮದಿನ. ಒಬ್ಬರು ಭಾರತದಲ್ಲಿ ಮಹಿಳಾ ಶಿಕ್ಷಣ ಕ್ರಾಂತಿಗೆ ಮುನ್ನುಡಿ ಬರೆದ ಅಕ್ಷರದವ್ವ ಎಂದೇ ಹೆಸರಾದ ಭಾರತದ ಮೊದಲ ಮಹಿಳಾ ಶಿಕ್ಷಕಿ ಶ್ರೀಮತಿ ಸಾವಿತ್ರಿಬಾಯಿ ಪುಲೆ. ಮತ್ತೊಬ್ಬರು ಇಡೀ ವಿಶ್ವದ ಕಣ್ಣು ಕಾಣದ ದಿವ್ಯಾಂಗ ಚೇತನರಿಗೆ ಬ್ರೈಲ್ ಲಿಪಿ ಕಂಡುಹಿಡಿದ ಲೂಯಿಸ್ ಬ್ರೈಲ್........ xyxy=(71,1908,343,2013)
paragraph: ಮಹಿಳೆಯರು ಮೊದಲಿನಿಂದಲೂ ಸಾಮಾನ್ಯವಾಗಿ ಶಿಕ್ಷಣ ಕ್ಷೇತ್ರದಲ್ಲಿ ತೀರಾ ಹಿಂದುಳಿದಿದ್ದರು. ಶಾಲೆಗೆ ಅವರು ಹೋಗುತ್ತಲೇ ಇರಲಿಲ್ಲ. ಅಂತಹ ಸಮಯದಲ್ಲಿಯೇ ಸಾವಿತ್ರಿಬಾಯಿ ಪುಲೆ ಅವರು ಮೊದಲ ಶಿಕ್ಷಕಿಯಾಗಿದ್ದಲ್ಲದೆ, ಮಹಿಳೆಯರ ಶಿಕ್ಷಣಕ್ಕಾಗಿ ಸಾಕಷ್ಟು ತ್ಯಾಗ, ಶ್ರಮಪಡುತ್ತಾರೆ..... xyxy=(355,1837,631,1923)
paragraph: ಬೆಂಗಳೂರು.ಜ.03– ಕೋಗಿಲು ಕ್ರಾಸ್ ಬಳಿಯ ಸರ್ಕಾರದ ಜಾಗದಲ್ಲಿ ಅಕ್ರಮ ಮನೆಗಳ ನಿರ್ಮಾಣ ವಿಚಾರದಲ್ಲಿ ತೀವ್ರ ಪರ–ವಿರೋಧ ವ್ಯಕ್ತವಾಗುತ್ತಿದೆ. ಮೊದಲು ಬೆಂಗಳೂರಿನಲ್ಲಿರುವ ಅಧಿಕೃತ ಸ್ಲಂಗಳ ಬಗ್ಗೆ ಯಾರು ಕ್ರಮ ಕೈಗೊಂಡಿದ್ದಾರೆ ಎಂದು ಮಾಜಿ ಪ್ರಧಾನಿ ಎಚ್.ಡಿ.ದೇವೇಗೌಡ ಪ್ರಶ್ನಿಸಿದ್ದಾರೆ. xyxy=(1035,209,1242,332)
paragraph: ಪ್ರಪಂಚದ ಸಂಪೂರ್ಣ ಮಾಹಿತಿ ಸಿಗಲು ಒಂದು ಮಾಧ್ಯಮವಾಗಿ ಚುಕ್ಕಿಗಳ ಮೂಲಕ ಇಡೀ ಅಕ್ಷರಗಳ ಜ್ಞಾನವನ್ನು ಅರ್ಥ ಮಾಡಿಕೊಳ್ಳಲು ಸಾಧ್ಯವಾಗುವ ಬ್ರೈಲ್ ಲಿಪಿಯನ್ನು ಕಂಡುಹಿಡಿದ ಮಹಾನ್ ಸಾಧಕ, ದಿವ್ಯಾಂಗ ಚೇತನಿ ಫ್ರಾನ್ಸ್ ನ ಶ್ರೀ ಲೂಯಿಸ್ ಬ್ರೈಲ್. xyxy=(932,1603,1216,1672)
paragraph: ಇಂದು ಜಗತ್ತಿನ ಎಲ್ಲಾ ದೃಷ್ಟಿರಹಿತ ದಿವ್ಯಾಂಗ ಚೇತನರು ಸಂಪೂರ್ಣ ಋಣಿಯಾಗಿರಬೇಕಾದದ್ದು ಈ ಲೂಯಿಸ್ ಬ್ರೈಲ್ ಅವರಿಗೆ. ಎಷ್ಟೋ ಜನ ವಿದ್ಯಾವಂತರಾಗಿ, ಐಎಎಸ್, ಐ.ಎ.ಎಸ್, ಐಪಿ ಎಸ್, ಕೆಎಎಸ್, ಪ್ರೊಫೆಸರ್, ಸೈಂಟಿಸ್ಟ್, ಬಿಸಿನೆಸ್ ಮ್ಯಾನ್ ಮುಂತಾದ ದೊಡ್ಡ ಹುದ್ದೆಗಳನ್ನು ಎಲ್ಲಾ ಜನಸಾಮಾನ್ಯರಂತೆ ಹೊಂದಲು ಸಾಧ್ಯವಾದ್ದು ಈ ಬ್ರೈಲ್ ಲಿಪಿಯ ಕಾರಣದಿಂದ ದೃಷ್ಟಿ xyxy=(932,1675,1216,1779)
paragraph: ಇನ್ವೆನ್ಷನ್ ಅಂದರೆ ಅವಶ್ಯಕತೆಯೇ ಎಲ್ಲ ಸಂಶೋಧನೆಗಳ ತಾಯಿ ಬೇರು. ಅದರ ಆಧಾರದ ಮೇಲೆಯೇ ಬ್ರೈಲ್ ಲಿಪಿ ರೂಪುಗೊಂಡಿದೆ. ಇಂದು ಅವರನ್ನು ಸಹ ಜಗತ್ತು ಸ್ಮರಿಸಿಕೊಳ್ಳಬೇಕು. xyxy=(1232,1603,1501,1654)
paragraph: ನಾಲ್ಕನೆಯದಾಗಿ, ಸಮೀಕ್ಷೆ ನಡೆಸಿದವರ ಹಿನ್ನೆಲೆಯನ್ನು ಮುದ್ದುಮುದ್ದಾಗಿ ಕೂಡಾ ಪರಿಶೀಲಿಸಿರಿಕೊಳ್ಳಿ. ಈ ಸಮೀಕ್ಷೆಯನ್ನು ಡಾ. ಆರ್. ಬಾಲಸುಬ್ರಮಣ್ಯಂ ಸ್ಥಾಪಿಸಿದ GRAAM ಎಂಬ NGO ನಡೆಸಿದೆ. xyxy=(470,910,739,979)
author-name: ವಿವೇಕಾನಂದ. ಎಚ್. ಕೆ xyxy=(1292,2209,1441,2231)
